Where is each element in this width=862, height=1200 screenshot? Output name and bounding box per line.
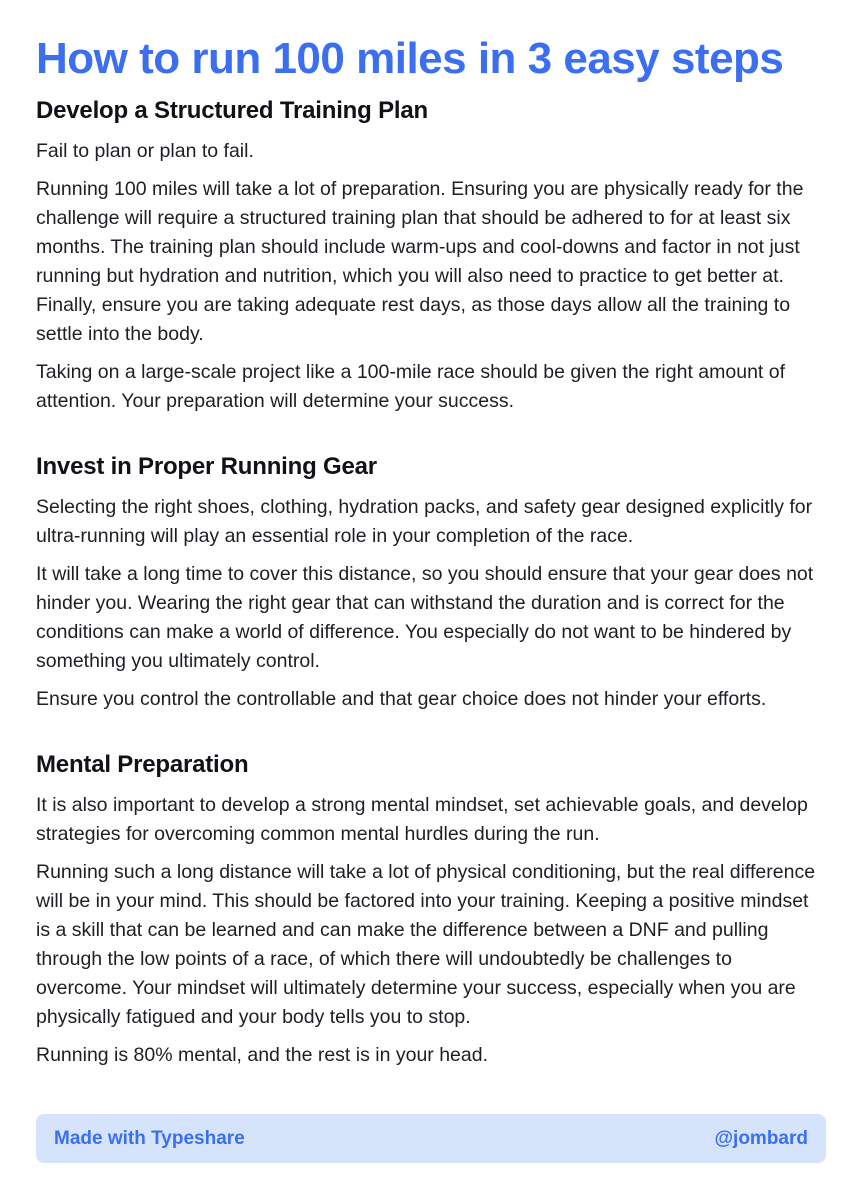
paragraph: Running 100 miles will take a lot of preparation. Ensuring you are physically ready for the challenge will require a structured training plan that should be adhered to for at least six months. The training plan should include warm-ups and cool-downs and factor in not just running but hydration and nutrition, which you will also need to practice to get better at. Finally, ensure you are taking adequate rest days, as those days allow all the training to settle into the body. <box>36 178 804 345</box>
page-title: How to run 100 miles in 3 easy steps <box>36 34 784 83</box>
paragraph: Running such a long distance will take a lot of physical conditioning, but the real difference will be in your mind. This should be factored into your training. Keeping a positive mindset is a skill that can be learned and can make the difference between a DNF and pulling through the low points of a race, of which there will undoubtedly be challenges to overcome. Your mindset will ultimately determine your success, especially when you are physically fatigued and your body tells you to stop. <box>36 861 816 1028</box>
paragraph: It will take a long time to cover this distance, so you should ensure that your gear does not hinder you. Wearing the right gear that can withstand the duration and is correct for the conditions can make a world of difference. You especially do not want to be hindered by something you ultimately control. <box>36 563 814 672</box>
paragraph: Ensure you control the controllable and that gear choice does not hinder your efforts. <box>36 688 767 710</box>
paragraph: Running is 80% mental, and the rest is in your head. <box>36 1044 489 1066</box>
section-heading: Invest in Proper Running Gear <box>36 453 377 480</box>
section-mental-preparation <box>36 750 826 1070</box>
footer-author-handle[interactable]: @jombard <box>714 1127 808 1149</box>
footer-made-with-link[interactable]: Made with Typeshare <box>54 1127 245 1149</box>
paragraph: Taking on a large-scale project like a 100-mile race should be given the right amount of attention. Your preparation will determine your success. <box>36 361 786 412</box>
section-heading: Mental Preparation <box>36 751 249 778</box>
footer-banner <box>36 1114 826 1163</box>
section-running-gear <box>36 452 826 714</box>
section-training-plan <box>36 96 826 416</box>
section-heading: Develop a Structured Training Plan <box>36 97 428 124</box>
paragraph: It is also important to develop a strong mental mindset, set achievable goals, and develop strategies for overcoming common mental hurdles during the run. <box>36 794 808 845</box>
paragraph: Selecting the right shoes, clothing, hydration packs, and safety gear designed explicitly for ultra-running will play an essential role in your completion of the race. <box>36 496 813 547</box>
paragraph: Fail to plan or plan to fail. <box>36 140 254 162</box>
